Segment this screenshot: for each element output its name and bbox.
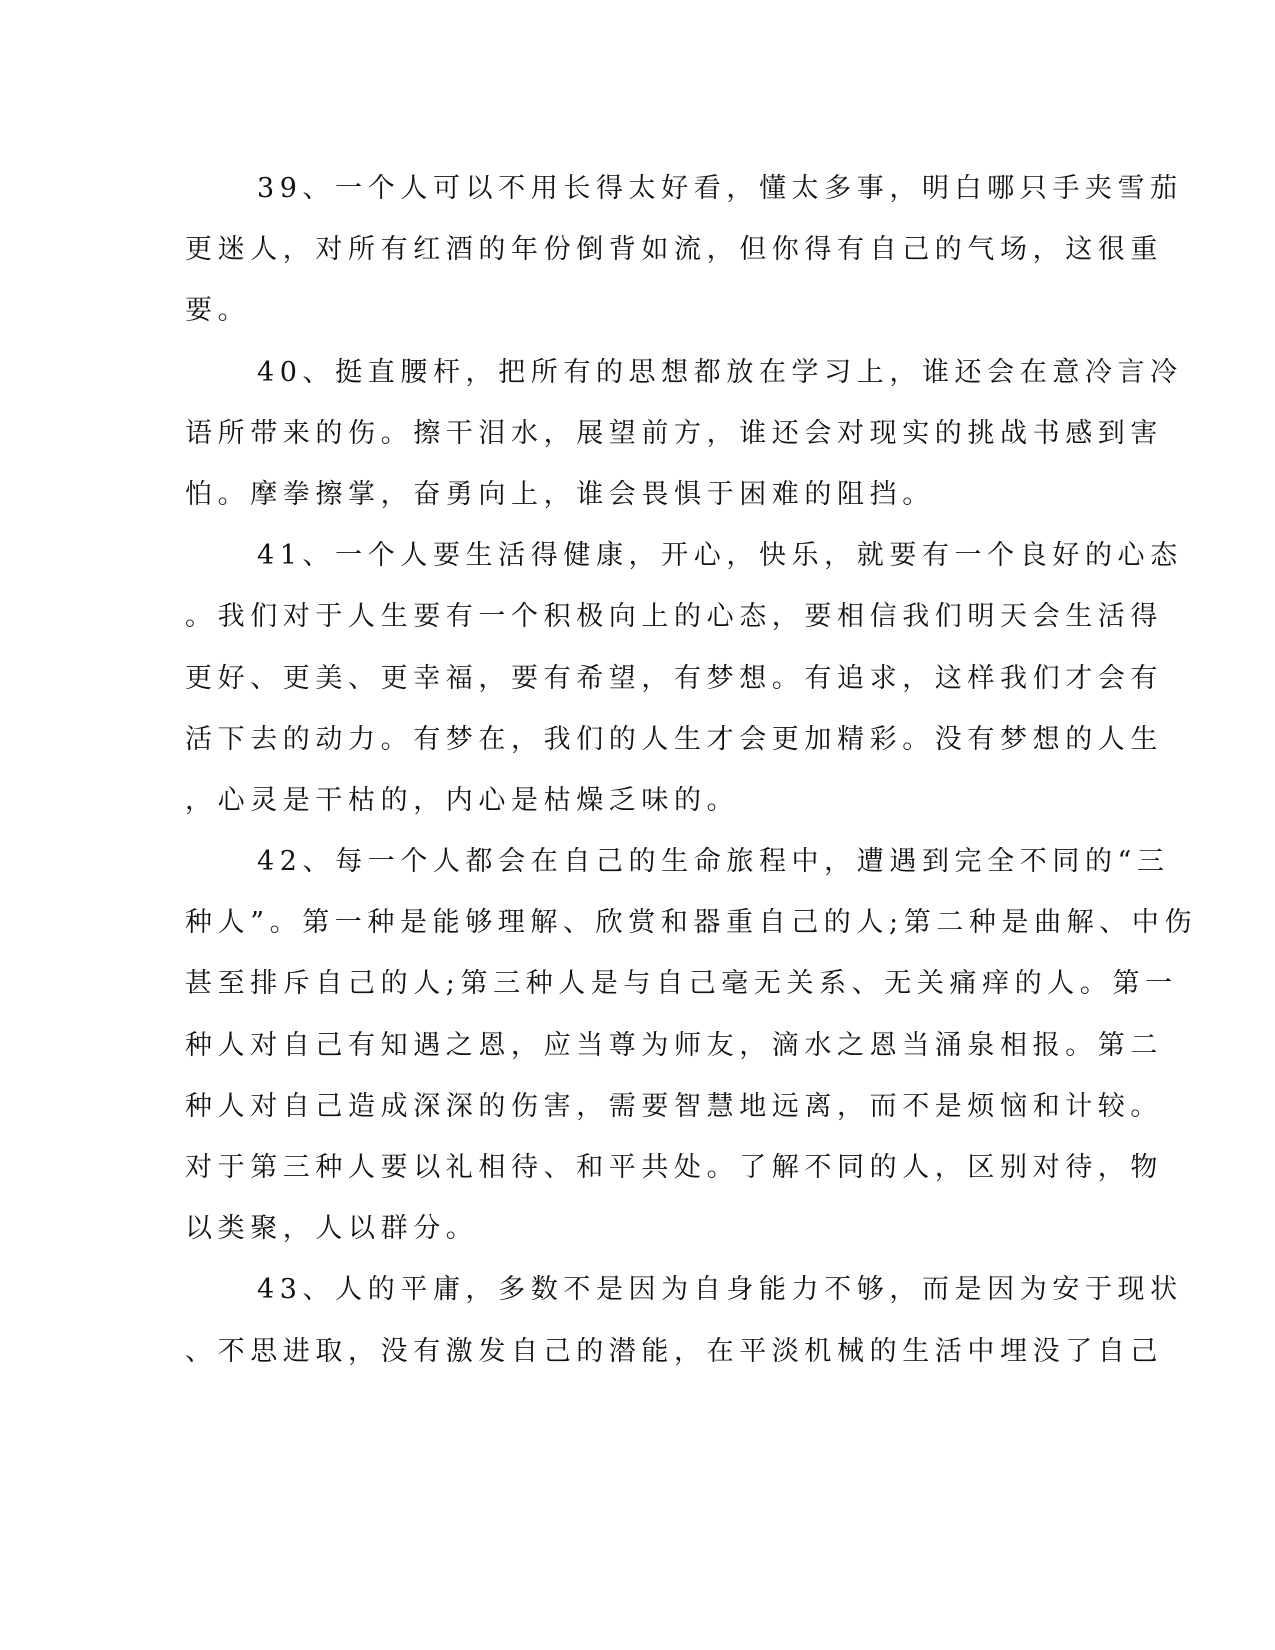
document-body (185, 158, 1198, 1382)
paragraph-line: 更好、更美、更幸福，要有希望，有梦想。有追求，这样我们才会有 (185, 662, 1163, 694)
paragraph-line: 对于第三种人要以礼相待、和平共处。了解不同的人，区别对待，物 (185, 1152, 1163, 1183)
paragraph-line: 语所带来的伤。擦干泪水，展望前方，谁还会对现实的挑战书感到害 (185, 417, 1163, 449)
paragraph-line: 、不思进取，没有激发自己的潜能，在平淡机械的生活中埋没了自己 (185, 1335, 1163, 1367)
paragraph-line: 甚至排斥自己的人;第三种人是与自己毫无关系、无关痛痒的人。第一 (185, 968, 1178, 1000)
paragraph-42 (185, 831, 1198, 1259)
paragraph-line: 要。 (185, 295, 251, 327)
paragraph-line: 种人对自己造成深深的伤害，需要智慧地远离，而不是烦恼和计较。 (185, 1090, 1163, 1122)
paragraph-line: 活下去的动力。有梦在，我们的人生才会更加精彩。没有梦想的人生 (185, 723, 1163, 755)
paragraph-line: 种人对自己有知遇之恩，应当尊为师友，滴水之恩当涌泉相报。第二 (185, 1029, 1163, 1061)
paragraph-line: 39、一个人可以不用长得太好看，懂太多事，明白哪只手夹雪茄 (257, 173, 1183, 204)
paragraph-line: 41、一个人要生活得健康，开心，快乐，就要有一个良好的心态 (257, 540, 1183, 572)
paragraph-line: 42、每一个人都会在自己的生命旅程中，遭遇到完全不同的“三 (257, 846, 1170, 878)
paragraph-43 (185, 1259, 1183, 1381)
paragraph-40 (185, 342, 1183, 526)
paragraph-line: 40、挺直腰杆，把所有的思想都放在学习上，谁还会在意冷言冷 (257, 356, 1183, 388)
paragraph-line: 。我们对于人生要有一个积极向上的心态，要相信我们明天会生活得 (185, 601, 1163, 633)
paragraph-line: 以类聚，人以群分。 (185, 1213, 479, 1245)
paragraph-line: 更迷人，对所有红酒的年份倒背如流，但你得有自己的气场，这很重 (185, 234, 1163, 266)
paragraph-line: ，心灵是干枯的，内心是枯燥乏味的。 (185, 784, 740, 816)
paragraph-line: 种人”。第一种是能够理解、欣赏和器重自己的人;第二种是曲解、中伤 (185, 907, 1198, 939)
paragraph-line: 43、人的平庸，多数不是因为自身能力不够，而是因为安于现状 (257, 1274, 1183, 1306)
paragraph-39 (185, 158, 1183, 342)
paragraph-line: 怕。摩拳擦掌，奋勇向上，谁会畏惧于困难的阻挡。 (185, 478, 935, 510)
paragraph-41 (185, 525, 1183, 831)
